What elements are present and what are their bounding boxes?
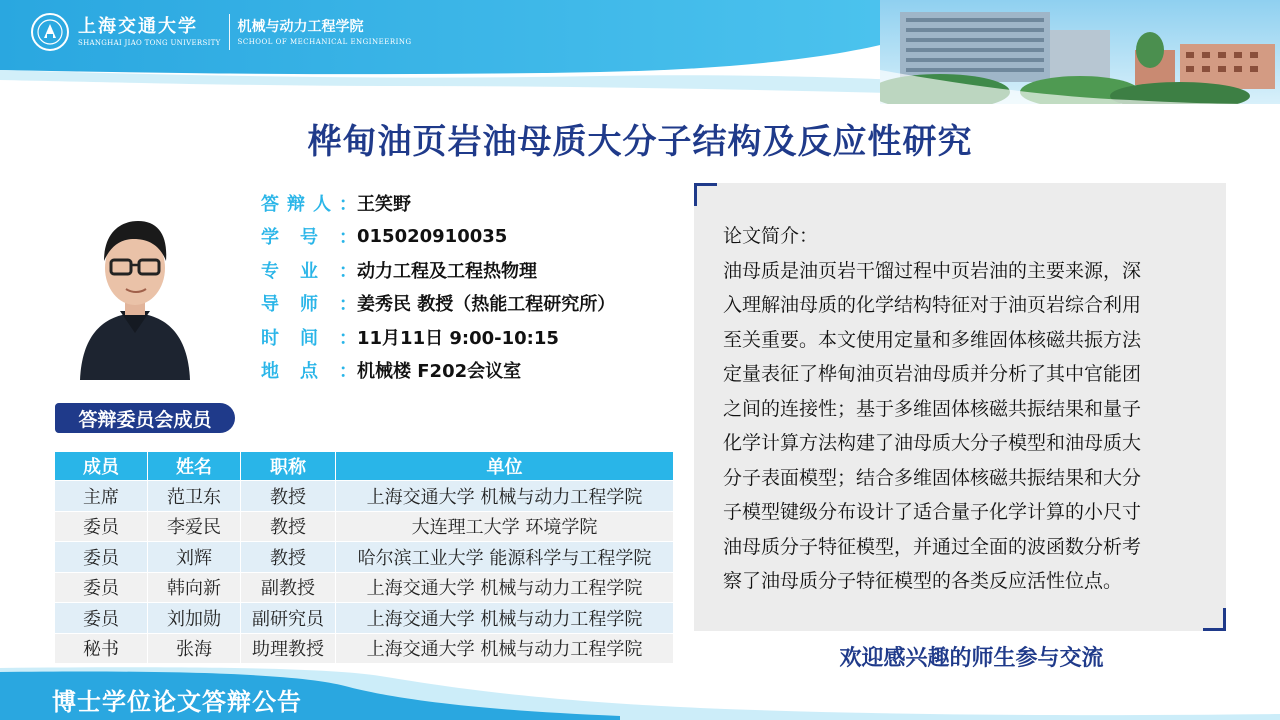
info-row	[261, 320, 615, 354]
committee-row	[55, 511, 674, 542]
abstract-line: 化学计算方法构建了油母质大分子模型和油母质大	[723, 432, 1142, 454]
corner-bracket-top-left	[694, 183, 717, 206]
info-label-char: 专	[261, 260, 279, 282]
info-label-char: 人	[313, 193, 331, 215]
committee-header-row	[55, 452, 674, 481]
info-label-char: 辩	[287, 193, 305, 215]
abstract-text	[723, 219, 1193, 599]
committee-row	[55, 603, 674, 634]
university-name-cn: 上海交通大学	[78, 16, 198, 37]
info-label-char: 点	[300, 361, 318, 383]
info-label-char: 间	[300, 327, 318, 349]
info-label	[261, 190, 357, 216]
info-label-char: 导	[261, 294, 279, 316]
thesis-title: 桦甸油页岩油母质大分子结构及反应性研究	[307, 122, 973, 162]
committee-heading: 答辩委员会成员	[55, 403, 235, 433]
abstract-line: 油母质是油页岩干馏过程中页岩油的主要来源，深	[723, 259, 1142, 282]
info-label-colon: ：	[339, 361, 357, 383]
info-label-char: 号	[300, 227, 318, 249]
corner-bracket-bottom-right	[1203, 608, 1226, 631]
column-header-role: 成员	[55, 452, 148, 481]
abstract-heading: 论文简介：	[723, 225, 819, 247]
member-affiliation: 哈尔滨工业大学 能源科学与工程学院	[336, 542, 674, 573]
campus-buildings-photo	[880, 0, 1280, 104]
info-label-char: 时	[261, 327, 279, 349]
info-label-char: 地	[261, 361, 279, 383]
member-affiliation: 上海交通大学 机械与动力工程学院	[336, 481, 674, 512]
member-affiliation: 上海交通大学 机械与动力工程学院	[336, 603, 674, 634]
candidate-info	[261, 186, 615, 387]
column-header-name: 姓名	[148, 452, 241, 481]
member-title: 助理教授	[241, 633, 336, 664]
info-label-colon: ：	[339, 193, 357, 215]
column-header-affiliation: 单位	[336, 452, 674, 481]
info-value: 王笑野	[357, 193, 411, 215]
member-role: 委员	[55, 511, 148, 542]
candidate-portrait-photo	[60, 183, 210, 380]
info-label	[261, 223, 357, 249]
member-affiliation: 上海交通大学 机械与动力工程学院	[336, 633, 674, 664]
member-name: 李爱民	[148, 511, 241, 542]
university-logo	[30, 12, 412, 52]
info-label-char: 业	[300, 260, 318, 282]
committee-table	[54, 451, 674, 664]
info-label	[261, 324, 357, 350]
member-name: 刘加勋	[148, 603, 241, 634]
sjtu-seal-icon	[30, 12, 70, 52]
info-value: 机械楼 F202会议室	[357, 361, 522, 383]
member-name: 张海	[148, 633, 241, 664]
info-label-char: 答	[261, 193, 279, 215]
column-header-title: 职称	[241, 452, 336, 481]
university-name-en: SHANGHAI JIAO TONG UNIVERSITY	[78, 39, 221, 47]
announcement-title: 博士学位论文答辩公告	[52, 687, 302, 716]
welcome-message: 欢迎感兴趣的师生参与交流	[839, 646, 1104, 671]
abstract-line: 油母质分子特征模型，并通过全面的波函数分析考	[723, 535, 1142, 558]
info-label	[261, 290, 357, 316]
member-title: 教授	[241, 511, 336, 542]
info-label-colon: ：	[339, 327, 357, 349]
abstract-line: 分子表面模型；结合多维固体核磁共振结果和大分	[723, 466, 1142, 489]
abstract-line: 之间的连接性；基于多维固体核磁共振结果和量子	[723, 397, 1142, 420]
info-value: 015020910035	[357, 225, 508, 247]
info-label-colon: ：	[339, 227, 357, 249]
member-name: 刘辉	[148, 542, 241, 573]
member-title: 教授	[241, 542, 336, 573]
info-value: 姜秀民 教授（热能工程研究所）	[357, 294, 616, 316]
abstract-line: 察了油母质分子特征模型的各类反应活性位点。	[723, 570, 1123, 592]
info-label	[261, 257, 357, 283]
info-value: 11月11日 9:00-10:15	[357, 327, 559, 349]
member-title: 副研究员	[241, 603, 336, 634]
committee-row	[55, 572, 674, 603]
info-label-colon: ：	[339, 294, 357, 316]
member-name: 范卫东	[148, 481, 241, 512]
info-value: 动力工程及工程热物理	[357, 260, 537, 282]
info-row	[261, 354, 615, 388]
info-label	[261, 357, 357, 383]
committee-row	[55, 633, 674, 664]
member-title: 教授	[241, 481, 336, 512]
info-label-colon: ：	[339, 260, 357, 282]
committee-row	[55, 542, 674, 573]
member-role: 委员	[55, 603, 148, 634]
school-name-en: SCHOOL OF MECHANICAL ENGINEERING	[237, 38, 412, 46]
member-affiliation: 大连理工大学 环境学院	[336, 511, 674, 542]
logo-divider	[229, 14, 230, 50]
member-title: 副教授	[241, 572, 336, 603]
info-label-char: 学	[261, 227, 279, 249]
member-name: 韩向新	[148, 572, 241, 603]
info-row	[261, 253, 615, 287]
member-role: 主席	[55, 481, 148, 512]
abstract-line: 定量表征了桦甸油页岩油母质并分析了其中官能团	[723, 363, 1142, 385]
member-affiliation: 上海交通大学 机械与动力工程学院	[336, 572, 674, 603]
info-row	[261, 220, 615, 254]
abstract-line: 入理解油母质的化学结构特征对于油页岩综合利用	[723, 294, 1142, 316]
member-role: 秘书	[55, 633, 148, 664]
member-role: 委员	[55, 542, 148, 573]
abstract-line: 至关重要。本文使用定量和多维固体核磁共振方法	[723, 328, 1142, 351]
info-label-char: 师	[300, 294, 318, 316]
member-role: 委员	[55, 572, 148, 603]
school-name-cn: 机械与动力工程学院	[237, 19, 364, 35]
committee-row	[55, 481, 674, 512]
abstract-line: 子模型键级分布设计了适合量子化学计算的小尺寸	[723, 501, 1142, 523]
info-row	[261, 186, 615, 220]
info-row	[261, 287, 615, 321]
